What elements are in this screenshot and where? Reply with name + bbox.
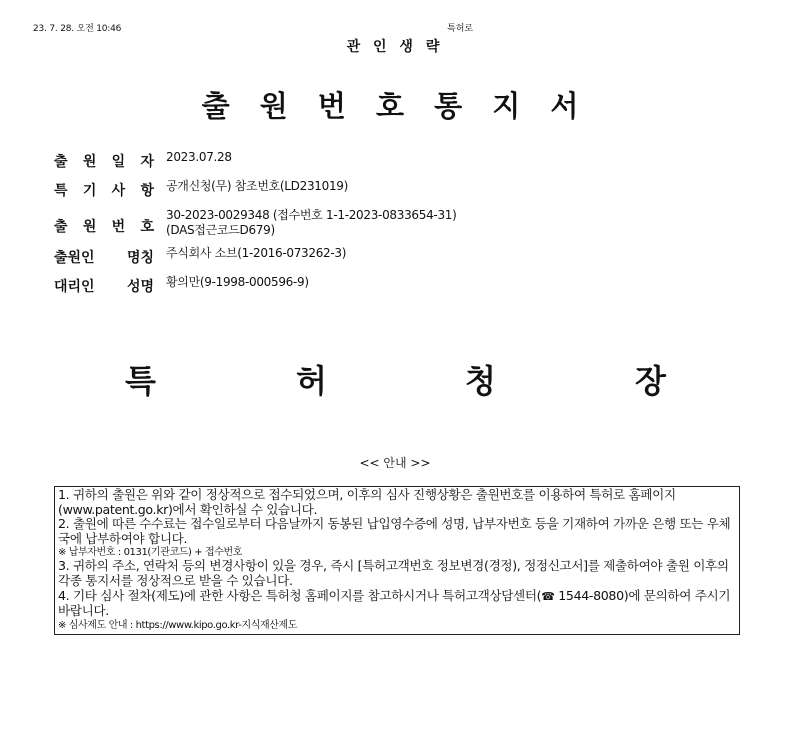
issuer-char: 장: [635, 362, 666, 400]
print-date: 23. 7. 28. 오전 10:46: [33, 24, 122, 34]
guide-title: << 안내 >>: [359, 456, 431, 470]
field-agent-name: [54, 275, 754, 296]
field-applicant-name: [54, 246, 754, 267]
notice-note: ※ 심사제도 안내 : https://www.kipo.go.kr-지식재산제도: [58, 619, 298, 631]
issuer-char: 청: [465, 362, 496, 400]
notice-box: [54, 486, 740, 635]
field-label: 대리인 성명: [54, 279, 154, 295]
print-source: 특허로: [447, 24, 474, 34]
seal-omission-note: 관 인 생 략: [346, 39, 444, 55]
issuer-char: 허: [296, 362, 327, 400]
field-label: 출원인 명칭: [54, 250, 154, 266]
field-value: 황의만(9-1998-000596-9): [166, 275, 309, 289]
field-label: 특 기 사 항: [54, 183, 154, 199]
notice-item: 1. 귀하의 출원은 위와 같이 정상적으로 접수되었으며, 이후의 심사 진행상황은 출원번호를 이용하여 특허로 홈페이지(www.patent.go.kr)에서 확인하실 수 있습니다.: [58, 487, 676, 517]
field-value: 주식회사 소브(1-2016-073262-3): [166, 246, 347, 260]
field-value: 30-2023-0029348 (접수번호 1-1-2023-0833654-31) (DAS접근코드D679): [166, 208, 457, 237]
document-title: 출 원 번 호 통 지 서: [201, 89, 589, 123]
issuer-char: 특: [125, 362, 156, 400]
field-value: 공개신청(무) 참조번호(LD231019): [166, 179, 349, 193]
notice-item: 3. 귀하의 주소, 연락처 등의 변경사항이 있을 경우, 즉시 [특허고객번호 정보변경(경정), 정정신고서]를 제출하여야 출원 이후의 각종 통지서를 정상적으로 받을 수 있습니다.: [58, 558, 729, 588]
application-fields: [54, 150, 754, 304]
field-label: 출 원 번 호: [54, 219, 154, 235]
field-application-number: [54, 208, 754, 238]
notice-note: ※ 납부자번호 : 0131(기관코드) + 접수번호: [58, 547, 243, 559]
field-application-date: [54, 150, 754, 171]
field-special-notes: [54, 179, 754, 200]
notice-item: 4. 기타 심사 절차(제도)에 관한 사항은 특허청 홈페이지를 참고하시거나 특허고객상담센터(☎ 1544-8080)에 문의하여 주시기 바랍니다.: [58, 587, 731, 619]
phone-icon: ☎: [541, 589, 555, 603]
field-value: 2023.07.28: [166, 150, 232, 164]
notice-item: 2. 출원에 따른 수수료는 접수일로부터 다음날까지 동봉된 납입영수증에 성명, 납부자번호 등을 기재하여 가까운 은행 또는 우체국에 납부하여야 합니다.: [58, 516, 731, 546]
field-label: 출 원 일 자: [54, 154, 154, 170]
